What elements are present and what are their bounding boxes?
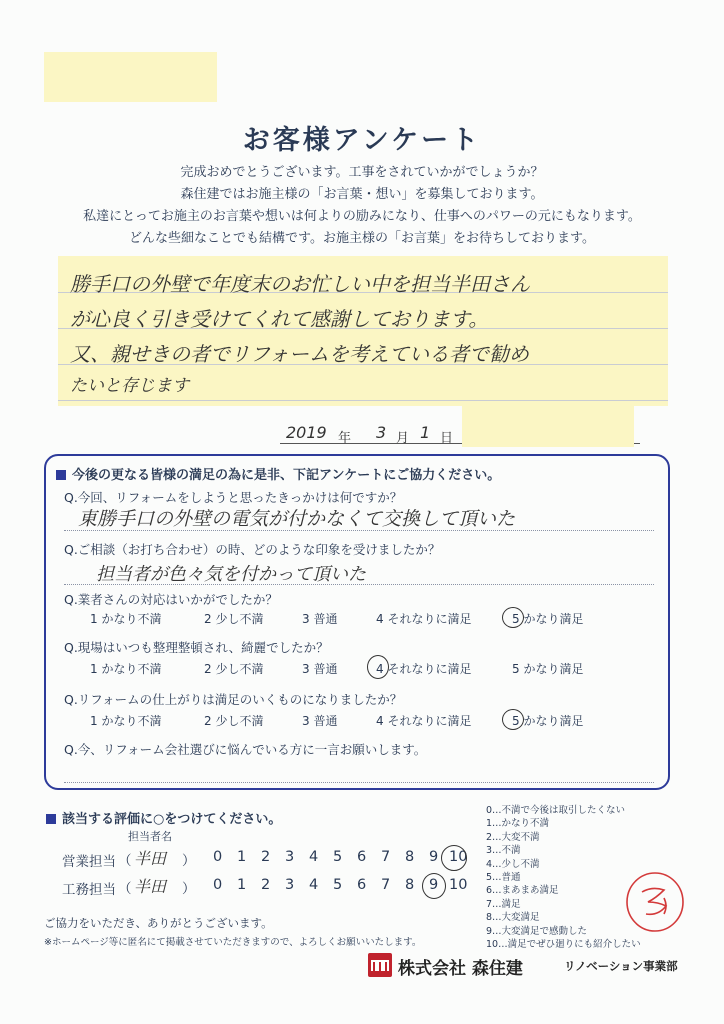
q3-selected-circle	[502, 607, 524, 628]
score-0[interactable]: 0	[213, 877, 223, 893]
option-2[interactable]: 2 少し不満	[204, 612, 264, 626]
date-year-label: 年	[338, 431, 352, 446]
sales-staff-name: 半田	[134, 849, 167, 868]
legend-item: 6…まあまあ満足	[486, 885, 559, 897]
option-1[interactable]: 1 かなり不満	[90, 612, 162, 626]
score-10[interactable]: 10	[449, 877, 468, 893]
score-9[interactable]: 9	[429, 849, 439, 865]
score-7[interactable]: 7	[381, 849, 391, 865]
score-2[interactable]: 2	[261, 849, 271, 865]
option-2[interactable]: 2 少し不満	[204, 714, 264, 728]
comment-line: が心良く引き受けてくれて感謝しております。	[70, 307, 489, 331]
company-logo	[368, 953, 678, 979]
legend-item: 7…満足	[486, 898, 521, 910]
company-name: 株式会社 森住建	[398, 959, 523, 979]
score-0[interactable]: 0	[213, 849, 223, 865]
date-day-label: 日	[440, 431, 454, 446]
option-4[interactable]: 4 それなりに満足	[376, 612, 472, 626]
company-division: リノベーション事業部	[564, 959, 678, 973]
intro-line: 森住建ではお施主様の「お言葉・想い」を募集しております。	[180, 187, 544, 202]
q3-question: Q.業者さんの対応はいかがでしたか？	[64, 592, 278, 607]
q5-question: Q.リフォームの仕上がりは満足のいくものになりましたか？	[64, 692, 403, 707]
option-3[interactable]: 3 普通	[302, 662, 338, 676]
intro-line: 私達にとってお施主のお言葉や想いは何よりの励みになり、仕事へのパワーの元にもなります。	[83, 209, 641, 224]
date-day: 1	[420, 423, 431, 442]
comment-line: たいと存じます	[70, 376, 189, 396]
score-5[interactable]: 5	[333, 877, 343, 893]
q1-question: Q.今回、リフォームをしようと思ったきっかけは何ですか？	[64, 490, 403, 505]
comment-line: 勝手口の外壁で年度末のお忙しい中を担当半田さん	[70, 272, 530, 296]
sales-staff-label: 営業担当	[62, 854, 116, 870]
legend-item: 5…普通	[486, 872, 521, 884]
option-1[interactable]: 1 かなり不満	[90, 662, 162, 676]
company-logo-icon	[368, 953, 392, 977]
q1-answer: 東勝手口の外壁の電気が付かなくて交換して頂いた	[78, 508, 516, 530]
date-month: 3	[376, 423, 387, 442]
score-4[interactable]: 4	[309, 877, 319, 893]
date-month-label: 月	[396, 431, 410, 446]
q5-options	[0, 712, 724, 730]
square-bullet-icon	[56, 470, 66, 480]
date-year: 2019	[286, 423, 327, 442]
legend-item: 2…大変不満	[486, 831, 540, 843]
intro-text	[0, 162, 724, 250]
intro-line: 完成おめでとうございます。工事をされていかがでしょうか？	[180, 165, 544, 180]
legend-item: 9…大変満足で感動した	[486, 925, 588, 937]
option-1[interactable]: 1 かなり不満	[90, 714, 162, 728]
option-4[interactable]: 4 それなりに満足	[376, 662, 472, 676]
staff-name-label: 担当者名	[128, 830, 172, 843]
legend-item: 8…大変満足	[486, 912, 540, 924]
option-5[interactable]: 5 かなり満足	[512, 662, 584, 676]
construction-staff-name: 半田	[134, 877, 167, 896]
q4-options	[0, 660, 724, 678]
q3-options	[0, 610, 724, 628]
score-6[interactable]: 6	[357, 877, 367, 893]
score-1[interactable]: 1	[237, 849, 247, 865]
redacted-area-name	[462, 403, 634, 447]
q4-question: Q.現場はいつも整理整頓され、綺麗でしたか？	[64, 640, 329, 655]
q5-selected-circle	[502, 709, 524, 730]
option-4[interactable]: 4 それなりに満足	[376, 714, 472, 728]
score-4[interactable]: 4	[309, 849, 319, 865]
intro-line: どんな些細なことでも結構です。お施主様の「お言葉」をお待ちしております。	[129, 231, 595, 246]
option-3[interactable]: 3 普通	[302, 714, 338, 728]
square-bullet-icon	[46, 814, 56, 824]
q6-question: Q.今、リフォーム会社選びに悩んでいる方に一言お願いします。	[64, 742, 427, 757]
score-5[interactable]: 5	[333, 849, 343, 865]
redacted-area-top	[44, 52, 217, 102]
option-5[interactable]: 5 かなり満足	[512, 714, 584, 728]
construction-staff-label: 工務担当	[62, 882, 116, 898]
footer-thanks: ご協力をいただき、ありがとうございます。	[44, 916, 273, 930]
score-6[interactable]: 6	[357, 849, 367, 865]
q4-selected-circle	[367, 655, 389, 679]
legend-item: 0…不満で今後は取引したくない	[486, 805, 626, 816]
score-3[interactable]: 3	[285, 849, 295, 865]
legend-item: 1…かなり不満	[486, 818, 550, 830]
score-8[interactable]: 8	[405, 849, 415, 865]
score-3[interactable]: 3	[285, 877, 295, 893]
comment-line: 又、親せきの者でリフォームを考えている者で勧め	[70, 342, 529, 366]
q2-question: Q.ご相談（お打ち合わせ）の時、どのような印象を受けましたか？	[64, 542, 441, 557]
survey-heading: 今後の更なる皆様の満足の為に是非、下記アンケートにご協力ください。	[56, 464, 500, 483]
option-3[interactable]: 3 普通	[302, 612, 338, 626]
rating-legend	[486, 804, 641, 951]
rating-heading: 該当する評価に○をつけてください。	[46, 808, 281, 827]
score-9[interactable]: 9	[429, 877, 439, 893]
score-1[interactable]: 1	[237, 877, 247, 893]
score-7[interactable]: 7	[381, 877, 391, 893]
score-10[interactable]: 10	[449, 849, 468, 865]
footer-note: ※ホームページ等に匿名にて掲載させていただきますので、よろしくお願いいたします。	[44, 937, 422, 948]
sales-selected-circle	[441, 845, 467, 871]
comment-area	[58, 256, 668, 406]
construction-selected-circle	[422, 873, 446, 899]
q2-answer: 担当者が色々気を付かって頂いた	[96, 564, 366, 585]
legend-item: 3…不満	[486, 845, 521, 857]
option-2[interactable]: 2 少し不満	[204, 662, 264, 676]
score-2[interactable]: 2	[261, 877, 271, 893]
option-5[interactable]: 5 かなり満足	[512, 612, 584, 626]
page-title: お客様アンケート	[242, 125, 482, 156]
legend-item: 4…少し不満	[486, 858, 540, 870]
red-stamp-icon	[620, 868, 690, 938]
legend-item: 10…満足でぜひ廻りにも紹介したい	[486, 939, 641, 951]
score-8[interactable]: 8	[405, 877, 415, 893]
